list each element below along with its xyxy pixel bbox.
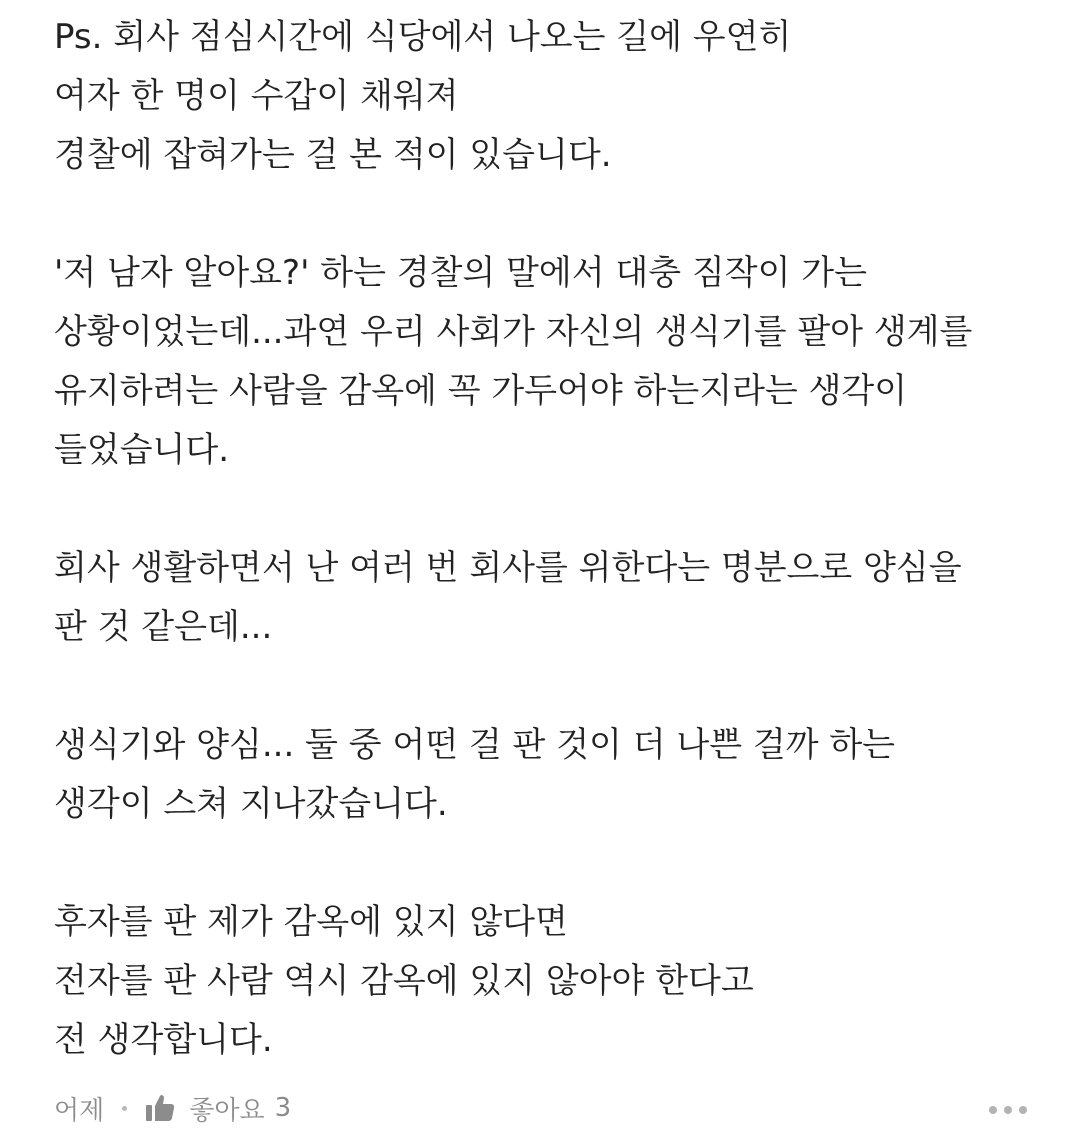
- comment-line: 들었습니다.: [54, 430, 230, 470]
- comment-line: 생식기와 양심... 둘 중 어떤 걸 판 것이 더 나쁜 걸까 하는: [54, 725, 896, 765]
- more-dot: [1019, 1106, 1027, 1114]
- comment-line: 유지하려는 사람을 감옥에 꼭 가두어야 하는지라는 생각이: [54, 371, 908, 411]
- comment-body: [54, 8, 1054, 1070]
- thumbs-up-icon: [145, 1094, 175, 1122]
- comment-line: 전자를 판 사람 역시 감옥에 있지 않아야 한다고: [54, 961, 754, 1001]
- comment-line: 회사 생활하면서 난 여러 번 회사를 위한다는 명분으로 양심을: [54, 548, 962, 588]
- comment-line: 상황이었는데...과연 우리 사회가 자신의 생식기를 팔아 생계를: [54, 312, 973, 352]
- comment-paragraph: [54, 716, 1054, 834]
- more-dot: [989, 1106, 997, 1114]
- comment-line: '저 남자 알아요?' 하는 경찰의 말에서 대충 짐작이 가는: [54, 253, 867, 293]
- like-label: 좋아요: [189, 1095, 265, 1126]
- comment-line: 판 것 같은데...: [54, 607, 273, 647]
- comment-line: Ps. 회사 점심시간에 식당에서 나오는 길에 우연히: [54, 17, 792, 57]
- comment-line: 여자 한 명이 수갑이 채워져: [54, 76, 459, 116]
- comment-footer: [54, 1086, 1039, 1130]
- comment-line: 후자를 판 제가 감옥에 있지 않다면: [54, 902, 568, 942]
- comment-line: 생각이 스쳐 지나갔습니다.: [54, 784, 448, 824]
- comment-timestamp: 어제: [54, 1095, 105, 1126]
- comment-paragraph: [54, 244, 1054, 480]
- comment-paragraph: [54, 893, 1054, 1070]
- separator-dot: [122, 1106, 127, 1111]
- like-count: 3: [274, 1093, 292, 1123]
- comment-paragraph: [54, 539, 1054, 657]
- comment-line: 전 생각합니다.: [54, 1020, 273, 1060]
- comment-paragraph: [54, 8, 1054, 185]
- comment-line: 경찰에 잡혀가는 걸 본 적이 있습니다.: [54, 135, 612, 175]
- more-options-icon[interactable]: [989, 1106, 1027, 1114]
- more-dot: [1004, 1106, 1012, 1114]
- like-button[interactable]: [145, 1090, 291, 1127]
